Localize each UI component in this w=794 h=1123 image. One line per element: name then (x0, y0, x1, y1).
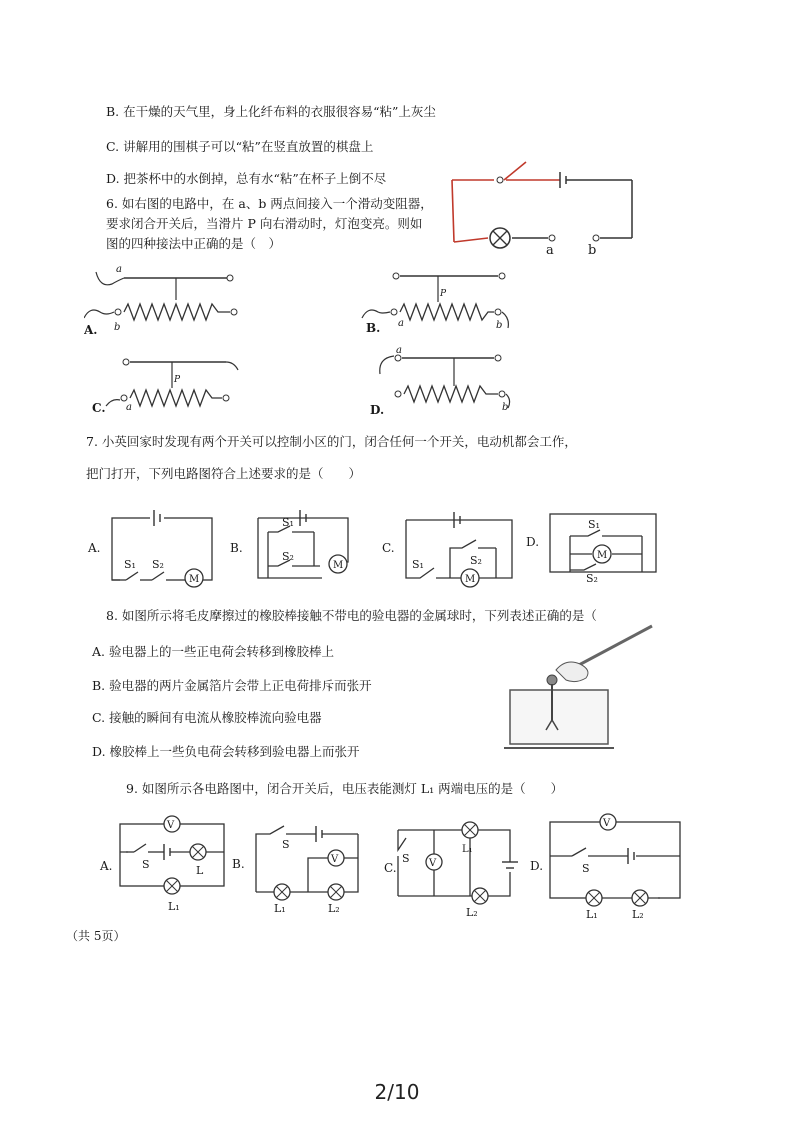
svg-text:L₁: L₁ (168, 900, 180, 913)
svg-text:C.: C. (92, 401, 106, 415)
electroscope-figure (500, 624, 660, 756)
svg-text:S: S (582, 862, 590, 875)
svg-text:a: a (116, 264, 122, 275)
svg-text:M: M (189, 574, 200, 585)
svg-text:L₁: L₁ (586, 908, 598, 921)
svg-text:L₂: L₂ (466, 906, 478, 918)
svg-text:a: a (126, 402, 132, 413)
q9-stem: 9. 如图所示各电路图中，闭合开关后，电压表能测灯 L₁ 两端电压的是（ ） (126, 781, 564, 796)
svg-text:b: b (502, 402, 509, 413)
q9-option-b-diagram (232, 812, 368, 918)
svg-text:D.: D. (370, 403, 385, 417)
q5-option-b: B. 在干燥的天气里，身上化纤布料的衣服很容易“粘”上灰尘 (106, 104, 436, 119)
q7-option-c-diagram (380, 502, 520, 592)
svg-text:P: P (440, 289, 447, 299)
svg-text:B.: B. (230, 541, 243, 555)
svg-text:S₁: S₁ (588, 518, 600, 531)
q5-option-d: D. 把茶杯中的水倒掉，总有水“粘”在杯子上倒不尽 (106, 171, 387, 186)
svg-text:M: M (597, 550, 608, 561)
q7-option-d-diagram (524, 502, 664, 592)
terminal-b-label: b (588, 243, 597, 258)
svg-text:b: b (114, 322, 121, 333)
q7-option-b-diagram (228, 502, 368, 592)
svg-text:S₁: S₁ (282, 516, 294, 529)
q8-option-a: A. 验电器上的一些正电荷会转移到橡胶棒上 (92, 644, 334, 659)
svg-text:L₁: L₁ (462, 844, 473, 855)
svg-text:S₁: S₁ (412, 558, 424, 571)
svg-text:a: a (396, 345, 402, 356)
q6-option-b-diagram (360, 262, 530, 337)
svg-text:L₁: L₁ (274, 902, 286, 915)
svg-text:V: V (603, 818, 611, 829)
svg-text:V: V (429, 858, 437, 869)
svg-text:S₂: S₂ (470, 554, 482, 567)
svg-text:S₂: S₂ (586, 572, 598, 585)
q7-stem-line1: 7. 小英回家时发现有两个开关可以控制小区的门，闭合任何一个开关，电动机都会工作， (86, 434, 577, 449)
q7-option-a-diagram (86, 502, 226, 592)
svg-text:L₂: L₂ (328, 902, 340, 915)
svg-text:a: a (398, 318, 404, 329)
q8-stem: 8. 如图所示将毛皮摩擦过的橡胶棒接触不带电的验电器的金属球时，下列表述正确的是（ (106, 608, 597, 623)
q6-stem-line1: 6. 如右图的电路中，在 a、b 两点间接入一个滑动变阻器， (106, 196, 433, 211)
svg-text:C.: C. (384, 861, 397, 875)
svg-text:S: S (142, 858, 150, 871)
q6-reference-circuit (440, 150, 640, 260)
svg-text:L₂: L₂ (632, 908, 644, 921)
svg-text:V: V (331, 854, 339, 865)
svg-text:A.: A. (100, 859, 113, 873)
svg-text:A.: A. (84, 323, 98, 337)
q6-option-a-diagram (84, 262, 254, 337)
q6-stem-line2: 要求闭合开关后，当滑片 P 向右滑动时，灯泡变亮。则如 (106, 216, 423, 231)
svg-text:b: b (496, 320, 503, 331)
q7-stem-line2: 把门打开，下列电路图符合上述要求的是（ ） (86, 466, 362, 481)
terminal-a-label: a (546, 243, 554, 258)
svg-text:D.: D. (530, 859, 544, 873)
svg-text:B.: B. (366, 321, 381, 335)
page-count-note: （共 5页） (66, 929, 126, 943)
svg-text:A.: A. (88, 541, 101, 555)
q6-option-d-diagram (368, 342, 528, 422)
svg-text:S₂: S₂ (282, 550, 294, 563)
svg-text:S₁: S₁ (124, 558, 136, 571)
svg-text:S₂: S₂ (152, 558, 164, 571)
lamp-icon (490, 228, 510, 248)
q8-option-d: D. 橡胶棒上一些负电荷会转移到验电器上而张开 (92, 744, 360, 759)
svg-text:M: M (465, 574, 476, 585)
svg-text:C.: C. (382, 541, 395, 555)
q6-stem-line3: 图的四种接法中正确的是（ ） (106, 236, 282, 251)
q9-option-a-diagram (98, 812, 234, 918)
svg-text:B.: B. (232, 857, 245, 871)
page-number: 2/10 (374, 1080, 420, 1104)
svg-text:V: V (167, 820, 175, 831)
svg-text:M: M (333, 560, 344, 571)
q9-option-c-diagram (384, 812, 524, 918)
svg-text:P: P (174, 375, 181, 385)
q8-option-b: B. 验电器的两片金属箔片会带上正电荷排斥而张开 (92, 678, 372, 693)
q9-option-d-diagram (528, 812, 684, 924)
svg-text:S: S (402, 852, 410, 865)
q6-option-c-diagram (92, 350, 262, 420)
svg-text:S: S (282, 838, 290, 851)
q5-option-c: C. 讲解用的围棋子可以“粘”在竖直放置的棋盘上 (106, 139, 374, 154)
q8-option-c: C. 接触的瞬间有电流从橡胶棒流向验电器 (92, 710, 322, 725)
svg-text:D.: D. (526, 535, 540, 549)
svg-text:L: L (196, 864, 204, 877)
